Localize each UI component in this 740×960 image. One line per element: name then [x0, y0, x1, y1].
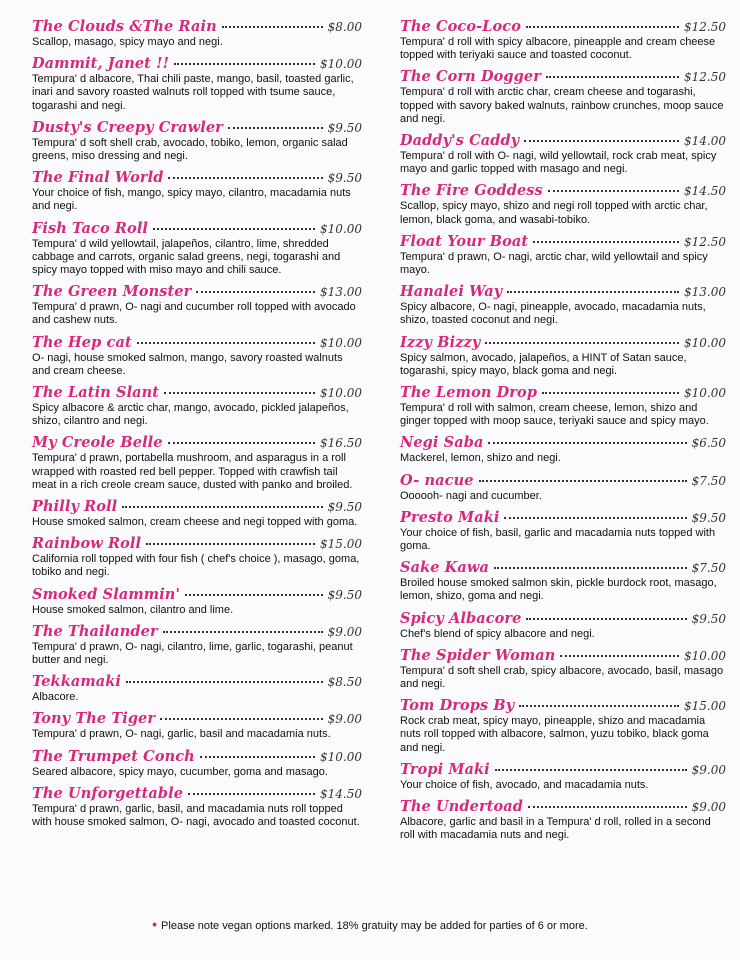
menu-item-header [32, 55, 362, 72]
menu-item-header [400, 283, 726, 300]
menu-item-price: $10.00 [684, 335, 726, 350]
menu-item-price: $9.50 [691, 611, 726, 626]
menu-item-name: The Fire Goddess [400, 182, 543, 200]
menu-item-price: $13.00 [684, 285, 726, 300]
menu-item-header [400, 384, 726, 401]
menu-item-header [32, 283, 362, 300]
menu-item-header [400, 472, 726, 489]
menu-item-price: $9.50 [327, 500, 362, 515]
menu-item-price: $12.50 [684, 20, 726, 34]
menu-item-description: Tempura' d prawn, O- nagi and cucumber roll topped with avocado and cashew nuts. [32, 301, 356, 327]
menu-item-name: Dammit, Janet !! [32, 55, 170, 73]
menu-item [400, 761, 726, 792]
menu-item [400, 18, 726, 62]
menu-item-name: My Creole Belle [32, 434, 163, 452]
dot-leader [526, 608, 686, 620]
menu-item-price: $9.00 [327, 624, 362, 639]
menu-item-price: $9.50 [691, 510, 726, 525]
menu-item-name: The Unforgettable [32, 784, 184, 802]
menu-item-header [400, 559, 726, 576]
menu-item-name: Tekkamaki [32, 673, 122, 691]
menu-item-description: Scallop, masago, spicy mayo and negi. [32, 36, 223, 48]
menu-item-name: Float Your Boat [400, 232, 529, 250]
menu-item-name: The Clouds &The Rain [32, 18, 217, 35]
menu-item-name: Smoked Slammin' [32, 585, 180, 603]
menu-item-header [32, 220, 362, 237]
dot-leader [153, 218, 315, 230]
menu-item-price: $10.00 [320, 335, 362, 350]
menu-item-description: Tempura' d prawn, portabella mushroom, and asparagus in a roll wrapped with roasted red bell pepper. Topped with crawfish tail meat in a rich creole cream sauce, dusted with panko and broiled. [32, 452, 353, 491]
menu-item-price: $9.50 [327, 120, 362, 135]
menu-item-name: Rainbow Roll [32, 535, 142, 553]
menu-item-header [32, 169, 362, 186]
menu-item-header [32, 673, 362, 690]
menu-item-header [32, 119, 362, 136]
menu-item-description: Tempura' d prawn, garlic, basil, and macadamia nuts roll topped with house smoked salmon, O- nagi, avocado and toasted coconut. [32, 802, 360, 829]
dot-leader [196, 281, 315, 293]
menu-item-header [400, 697, 726, 714]
menu-item-header [32, 623, 362, 640]
dot-leader [137, 332, 315, 344]
footer-note [0, 916, 740, 932]
menu-item-name: The Undertoad [400, 798, 523, 816]
menu-item [400, 509, 726, 553]
menu-item [32, 169, 362, 213]
menu-item [32, 748, 362, 779]
menu-item [32, 119, 362, 163]
dot-leader [546, 66, 679, 78]
right-menu-column [400, 18, 726, 849]
menu-item-header [400, 761, 726, 778]
menu-item [32, 535, 362, 579]
menu-item-price: $9.00 [691, 762, 726, 777]
menu-item-description: California roll topped with four fish ( chef's choice ), masago, goma, tobiko and negi. [32, 553, 360, 579]
menu-item-name: Philly Roll [32, 498, 118, 516]
dot-leader [526, 16, 679, 28]
dot-leader [168, 167, 322, 179]
menu-item [32, 586, 362, 617]
menu-item-price: $10.00 [684, 386, 726, 401]
dot-leader [560, 645, 679, 657]
menu-item [32, 710, 362, 741]
dot-leader [548, 180, 679, 192]
menu-item [32, 18, 362, 49]
menu-item-header [400, 798, 726, 815]
menu-item-price: $16.50 [320, 436, 362, 451]
menu-item [32, 673, 362, 704]
menu-item-price: $8.50 [327, 675, 362, 690]
menu-item-price: $14.50 [320, 786, 362, 801]
dot-leader [542, 382, 679, 394]
menu-item-header [400, 334, 726, 351]
menu-item [32, 220, 362, 278]
dot-leader [524, 130, 679, 142]
menu-item-name: Daddy's Caddy [400, 132, 520, 150]
menu-item-price: $9.50 [327, 587, 362, 602]
dot-leader [168, 432, 315, 444]
menu-item-header [400, 434, 726, 451]
dot-leader [488, 432, 686, 444]
menu-item-name: The Final World [32, 169, 164, 187]
menu-item [32, 283, 362, 327]
dot-leader [126, 671, 323, 683]
menu-item-header [400, 509, 726, 526]
dot-leader [164, 382, 315, 394]
menu-item [400, 182, 726, 226]
menu-item-name: Tony The Tiger [32, 710, 156, 728]
menu-item-price: $7.50 [691, 561, 726, 576]
menu-item-description: Your choice of fish, basil, garlic and macadamia nuts topped with goma. [400, 526, 716, 553]
menu-item-description: Tempura' d roll with O- nagi, wild yellowtail, rock crab meat, spicy mayo and garlic topped with masago and negi. [400, 150, 717, 176]
menu-item-header [32, 785, 362, 802]
menu-item-description: House smoked salmon, cilantro and lime. [32, 603, 234, 616]
menu-item-header [400, 182, 726, 199]
menu-item-price: $15.00 [684, 699, 726, 714]
menu-item-description: Tempura' d albacore, Thai chili paste, mango, basil, toasted garlic, inari and savory roasted walnuts roll topped with tsume sauce, togarashi and negi. [32, 73, 354, 112]
menu-item-name: Dusty's Creepy Crawler [32, 118, 223, 136]
menu-item [400, 798, 726, 842]
menu-item-name: Hanalei Way [400, 283, 503, 301]
menu-item-description: Spicy albacore & arctic char, mango, avocado, pickled jalapeños, shizo, cilantro and negi. [32, 402, 349, 428]
menu-item-price: $9.00 [327, 712, 362, 727]
menu-item-name: The Thailander [32, 622, 158, 640]
menu-item-description: Albacore, garlic and basil in a Tempura' d roll, rolled in a second roll with macadamia nuts and negi. [400, 816, 711, 842]
menu-item-description: Mackerel, lemon, shizo and negi. [400, 452, 561, 465]
dot-leader [507, 281, 679, 293]
footer-note-text: Please note vegan options marked. 18% gratuity may be added for parties of 6 or more. [161, 920, 588, 932]
dot-leader [479, 470, 687, 482]
menu-item-description: Seared albacore, spicy mayo, cucumber, goma and masago. [32, 765, 328, 778]
menu-item [32, 623, 362, 667]
menu-item-price: $10.00 [320, 386, 362, 401]
menu-item-name: Presto Maki [400, 508, 500, 526]
dot-leader [228, 117, 323, 129]
menu-item [400, 68, 726, 126]
menu-item [400, 472, 726, 503]
menu-item-description: Tempura' d soft shell crab, avocado, tobiko, lemon, organic salad greens, miso dressing and negi. [32, 136, 348, 163]
menu-item-description: O- nagi, house smoked salmon, mango, savory roasted walnuts and cream cheese. [32, 351, 343, 377]
left-menu-column [32, 18, 362, 835]
menu-item-description: Tempura' d soft shell crab, spicy albacore, avocado, basil, masago and negi. [400, 664, 724, 691]
menu-item-name: The Lemon Drop [400, 384, 538, 402]
menu-item [400, 132, 726, 176]
menu-item-name: Negi Saba [400, 434, 484, 452]
menu-item [400, 647, 726, 691]
menu-item-description: Tempura' d prawn, O- nagi, arctic char, wild yellowtail and spicy mayo. [400, 250, 708, 277]
menu-item-header [400, 132, 726, 149]
menu-item-description: Your choice of fish, mango, spicy mayo, cilantro, macadamia nuts and negi. [32, 187, 351, 213]
menu-item-name: Fish Taco Roll [32, 219, 149, 237]
menu-item [32, 498, 362, 529]
menu-item-price: $10.00 [320, 749, 362, 764]
menu-item-header [32, 434, 362, 451]
menu-item-description: Albacore. [32, 691, 79, 704]
menu-item-name: The Hep cat [32, 333, 132, 351]
menu-item-price: $12.50 [684, 70, 726, 85]
menu-item-description: Chef's blend of spicy albacore and negi. [400, 627, 595, 640]
menu-item-description: Tempura' d wild yellowtail, jalapeños, cilantro, lime, shredded cabbage and carrots, organic salad greens, negi, togarashi and spicy mayo topped with miso mayo and chili sauce. [32, 237, 341, 277]
menu-item-description: Tempura' d prawn, O- nagi, garlic, basil and macadamia nuts. [32, 728, 331, 741]
menu-item-price: $10.00 [684, 648, 726, 663]
menu-item-price: $8.00 [327, 20, 362, 34]
menu-item-header [400, 68, 726, 85]
menu-item [400, 283, 726, 327]
dot-leader [146, 533, 315, 545]
menu-item-price: $9.00 [691, 800, 726, 815]
menu-item-description: Scallop, spicy mayo, shizo and negi roll topped with arctic char, lemon, black goma, and wasabi-tobiko. [400, 200, 708, 226]
menu-item-name: Spicy Albacore [400, 609, 522, 627]
menu-item-name: The Coco-Loco [400, 18, 522, 35]
menu-item-header [32, 535, 362, 552]
menu-item-description: Tempura' d prawn, O- nagi, cilantro, lime, garlic, togarashi, peanut butter and negi. [32, 640, 353, 667]
menu-item-price: $7.50 [691, 473, 726, 488]
menu-item-header [32, 586, 362, 603]
menu-item [32, 55, 362, 113]
dot-leader [163, 621, 323, 633]
menu-item-header [32, 18, 362, 35]
menu-item-name: Tropi Maki [400, 760, 490, 778]
menu-item-description: Your choice of fish, avocado, and macadamia nuts. [400, 778, 649, 791]
dot-leader [533, 231, 679, 243]
menu-item-header [32, 748, 362, 765]
menu-item-description: Spicy salmon, avocado, jalapeños, a HINT of Satan sauce, togarashi, spicy mayo, black goma and negi. [400, 351, 687, 377]
menu-item-header [400, 233, 726, 250]
menu-item-price: $14.50 [684, 184, 726, 199]
dot-leader [174, 53, 315, 65]
menu-item-header [32, 334, 362, 351]
dot-leader [519, 695, 679, 707]
dot-leader [160, 708, 323, 720]
menu-item-header [32, 498, 362, 515]
menu-item-description: Oooooh- nagi and cucumber. [400, 489, 542, 502]
menu-item-description: Rock crab meat, spicy mayo, pineapple, shizo and macadamia nuts roll topped with albacore, salmon, yuzu tobiko, black goma and negi. [400, 715, 709, 754]
menu-item-description: Tempura' d roll with spicy albacore, pineapple and cream cheese topped with teriyaki sauce and toasted coconut. [400, 36, 716, 62]
dot-leader [528, 796, 687, 808]
menu-item-name: The Trumpet Conch [32, 747, 195, 765]
menu-item-description: Broiled house smoked salmon skin, pickle burdock root, masago, lemon, shizo, goma and negi. [400, 577, 717, 603]
menu-item-price: $9.50 [327, 171, 362, 186]
menu-item-header [400, 647, 726, 664]
menu-item-name: O- nacue [400, 471, 474, 489]
menu-item [400, 559, 726, 603]
menu-item-header [400, 610, 726, 627]
menu-item-description: Tempura' d roll with arctic char, cream cheese and togarashi, topped with savory baked walnuts, rainbow crunches, moop sauce and negi. [400, 86, 724, 125]
menu-item-price: $6.50 [691, 436, 726, 451]
menu-item-price: $13.00 [320, 285, 362, 300]
menu-item [32, 785, 362, 829]
dot-leader [122, 496, 322, 508]
menu-item [32, 434, 362, 492]
menu-item-name: Tom Drops By [400, 697, 515, 715]
vegan-marker-icon: • [152, 916, 158, 932]
dot-leader [485, 332, 679, 344]
dot-leader [188, 783, 315, 795]
menu-item [400, 434, 726, 465]
menu-item-price: $12.50 [684, 234, 726, 249]
menu-item [400, 384, 726, 428]
menu-item-price: $14.00 [684, 134, 726, 149]
menu-item-header [32, 710, 362, 727]
menu-item [32, 334, 362, 378]
menu-item [32, 384, 362, 428]
menu-item-name: Sake Kawa [400, 559, 489, 577]
menu-item-price: $15.00 [320, 537, 362, 552]
dot-leader [504, 507, 686, 519]
menu-item [400, 334, 726, 378]
menu-item-header [32, 384, 362, 401]
dot-leader [222, 16, 323, 28]
dot-leader [200, 746, 315, 758]
menu-item-name: Izzy Bizzy [400, 333, 481, 351]
menu-item-price: $10.00 [320, 221, 362, 236]
dot-leader [494, 557, 687, 569]
menu-item [400, 697, 726, 755]
menu-item-description: Tempura' d roll with salmon, cream cheese, lemon, shizo and ginger topped with moop sauce, teriyaki sauce and spicy mayo. [400, 402, 709, 428]
menu-item-header [400, 18, 726, 35]
menu-item-description: House smoked salmon, cream cheese and negi topped with goma. [32, 516, 358, 529]
menu-item [400, 233, 726, 277]
menu-item-name: The Corn Dogger [400, 68, 541, 86]
menu-item-description: Spicy albacore, O- nagi, pineapple, avocado, macadamia nuts, shizo, toasted coconut and negi. [400, 301, 706, 327]
dot-leader [185, 584, 323, 596]
menu-item [400, 610, 726, 641]
dot-leader [495, 759, 687, 771]
menu-item-name: The Green Monster [32, 283, 192, 301]
menu-item-price: $10.00 [320, 57, 362, 72]
menu-item-name: The Latin Slant [32, 384, 160, 402]
menu-item-name: The Spider Woman [400, 646, 556, 664]
